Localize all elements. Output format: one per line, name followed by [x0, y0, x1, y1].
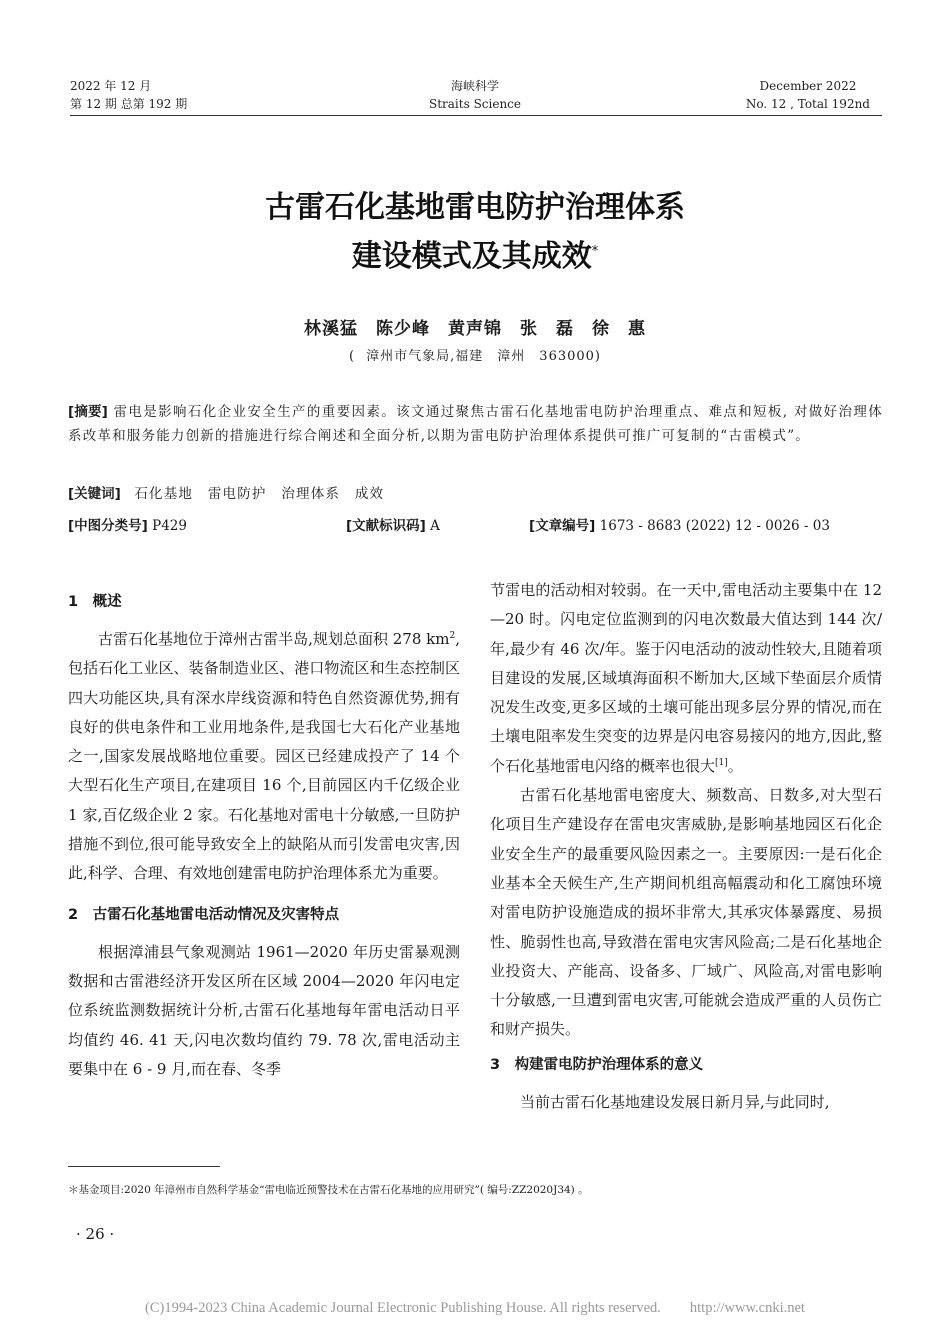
citation-ref-1: [1] [715, 757, 728, 768]
footnote: ＊基金项目:2020 年漳州市自然科学基金“雷电临近预警技术在古雷石化基地的应用研究”( 编号:ZZ2020J34) 。 [68, 1184, 589, 1196]
page-number: · 26 · [76, 1225, 115, 1243]
paper-title-line2: 建设模式及其成效* [351, 239, 599, 274]
article-number: [文章编号] 1673 - 8683 (2022) 12 - 0026 - 03 [529, 518, 830, 534]
abstract-label: [摘要] [68, 404, 108, 420]
right-column [490, 576, 882, 1117]
keywords [68, 482, 883, 506]
issue-number-en: No. 12 , Total 192nd [745, 97, 870, 111]
issue-date: 2022 年 12 月 [70, 79, 152, 93]
abstract-text: 雷电是影响石化企业安全生产的重要因素。该文通过聚焦古雷石化基地雷电防护治理重点、难点和短板, 对做好治理体系改革和服务能力创新的措施进行综合阐述和全面分析,以期为雷电防护治理体系提供可推广可复制的“古雷模式”。 [68, 404, 883, 444]
paper-title-line1: 古雷石化基地雷电防护治理体系 [265, 190, 685, 225]
section-2-paragraph-1-continued: 节雷电的活动相对较弱。在一天中,雷电活动主要集中在 12—20 时。闪电定位监测到的闪电次数最大值达到 144 次/年,最少有 46 次/年。鉴于闪电活动的波动性较大,且随着项目建设的发展,区域填海面积不断加大,区域下垫面层介质情况发生改变,更多区域的土壤可能出现多层分界的情况,而在土壤电阻率发生突变的边界是闪电容易接闪的地方,因此,整个石化基地雷电闪络的概率也很大[1]。 [490, 581, 882, 775]
footnote-divider [68, 1166, 220, 1167]
document-code: [文献标识码] A [346, 518, 440, 534]
abstract [68, 400, 883, 448]
left-column [68, 588, 460, 1084]
keywords-text: 石化基地 雷电防护 治理体系 成效 [120, 486, 385, 502]
journal-name-en: Straits Science [429, 97, 521, 111]
clc-number: [中图分类号] P429 [68, 518, 187, 534]
section-1-paragraph: 古雷石化基地位于漳州古雷半岛,规划总面积 278 $km^2$,包括石化工业区、装备制造业区、港口物流区和生态控制区四大功能区块,具有深水岸线资源和特色自然资源优势,拥有良好的供电条件和工业用地条件,是我国七大石化产业基地之一,国家发展战略地位重要。园区已经建成投产了 14 个大型石化生产项目,在建项目 16 个,目前园区内千亿级企业 1 家,百亿级企业 2 家。石化基地对雷电十分敏感,一旦防护措施不到位,很可能导致安全上的缺陷从而引发雷电灾害,因此,科学、合理、有效地创建雷电防护治理体系尤为重要。 [68, 630, 460, 883]
section-3-paragraph-1: 当前古雷石化基地建设发展日新月异,与此同时, [520, 1092, 830, 1111]
title-footnote-mark: * [591, 244, 599, 259]
header-divider [70, 115, 882, 116]
journal-name-cn: 海峡科学 [450, 79, 499, 93]
header-right [746, 77, 870, 113]
keywords-label: [关键词] [68, 486, 121, 502]
copyright-watermark: (C)1994-2023 China Academic Journal Electronic Publishing House. All rights reserved. http://www.cnki.net [145, 1300, 805, 1316]
issue-date-en: December 2022 [759, 79, 857, 93]
author-list: 林溪猛 陈少峰 黄声锦 张 磊 徐 惠 [304, 319, 646, 339]
issue-number: 第 12 期 总第 192 期 [70, 97, 188, 111]
section-2-paragraph-2: 古雷石化基地雷电密度大、频数高、日数多,对大型石化项目生产建设存在雷电灾害威胁,是影响基地园区石化企业安全生产的最重要风险因素之一。主要原因:一是石化企业基本全天候生产,生产期间机组高幅震动和化工腐蚀环境对雷电防护设施造成的损坏非常大,其承灾体暴露度、易损性、脆弱性也高,导致潜在雷电灾害风险高;二是石化基地企业投资大、产能高、设备多、厂域广、风险高,对雷电影响十分敏感,一旦遭到雷电灾害,可能就会造成严重的人员伤亡和财产损失。 [490, 786, 882, 1039]
section-3-heading: 3 构建雷电防护治理体系的意义 [490, 1056, 704, 1073]
section-1-heading: 1 概述 [68, 594, 122, 610]
affiliation: ( 漳州市气象局,福建 漳州 363000) [348, 349, 602, 364]
section-2-heading: 2 古雷石化基地雷电活动情况及灾害特点 [68, 906, 340, 923]
section-2-paragraph-1: 根据漳浦县气象观测站 1961—2020 年历史雷暴观测数据和古雷港经济开发区所在区域 2004—2020 年闪电定位系统监测数据统计分析,古雷石化基地每年雷电活动日平均值约 46. 41 天,闪电次数均值约 79. 78 次,雷电活动主要集中在 6 - 9 月,而在春、冬季 [68, 942, 460, 1078]
